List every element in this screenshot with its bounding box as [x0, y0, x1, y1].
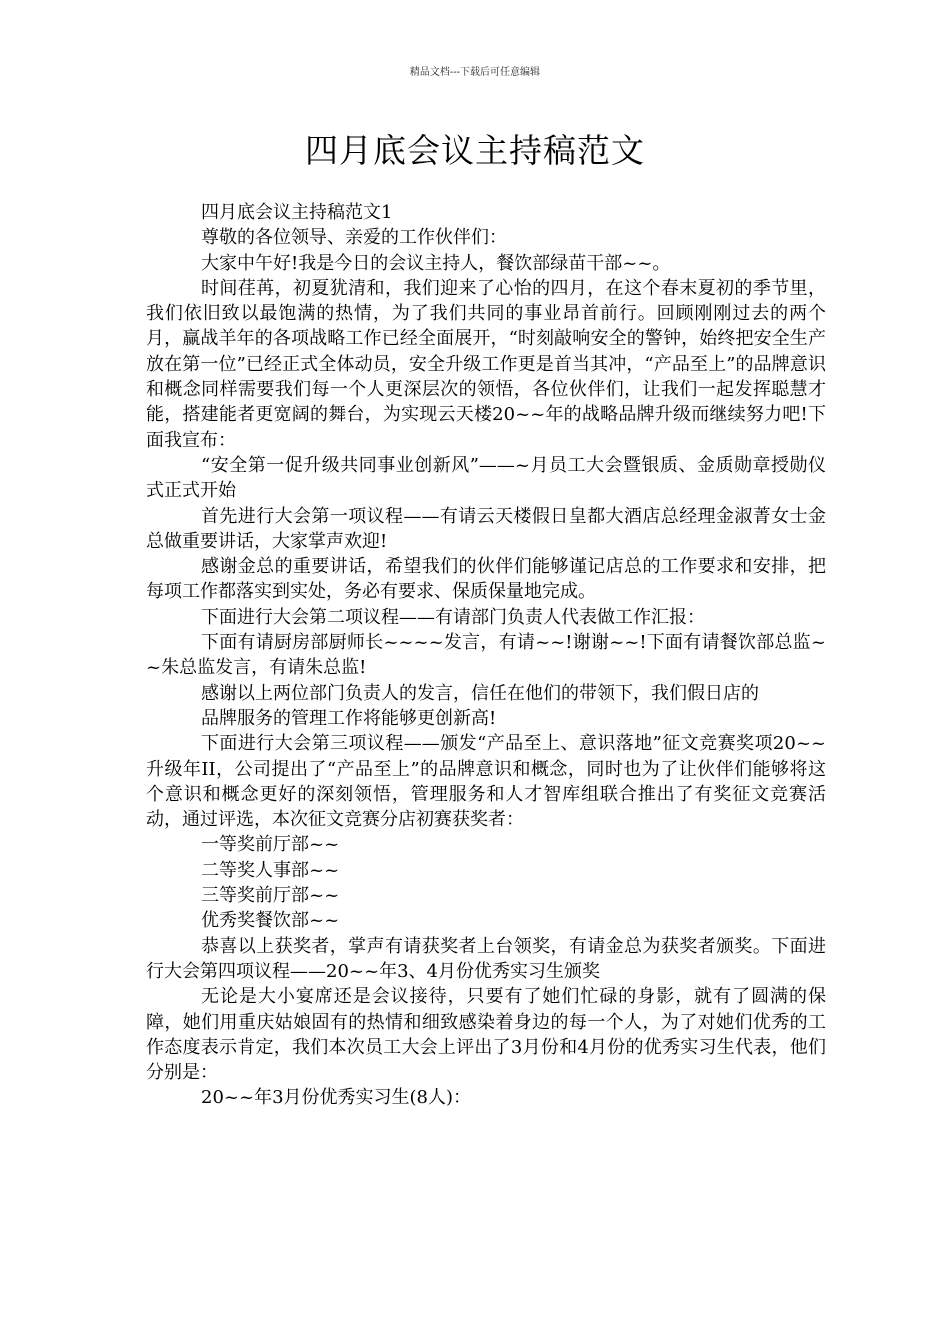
paragraph: 无论是大小宴席还是会议接待，只要有了她们忙碌的身影，就有了圆满的保障，她们用重庆姑娘固有的热情和细致感染着身边的每一个人，为了对她们优秀的工作态度表示肯定，我们本次员工大会上评出了3月份和4月份的优秀实习生代表，他们分别是： — [146, 986, 826, 1084]
document-title: 四月底会议主持稿范文 — [305, 131, 645, 170]
paragraph: 下面进行大会第二项议程——有请部门负责人代表做工作汇报： — [201, 606, 705, 628]
award-item: 二等奖人事部~~ — [201, 859, 340, 881]
paragraph: 四月底会议主持稿范文1 — [201, 202, 393, 223]
paragraph: 20~~年3月份优秀实习生(8人)： — [201, 1087, 472, 1109]
paragraph: 下面进行大会第三项议程——颁发“产品至上、意识落地”征文竞赛奖项20~~升级年II，公司提出了“产品至上”的品牌意识和概念，同时也为了让伙伴们能够将这个意识和概念更好的深刻领悟，管理服务和人才智库组联合推出了有奖征文竞赛活动，通过评选，本次征文竞赛分店初赛获奖者： — [146, 733, 826, 831]
award-item: 优秀奖餐饮部~~ — [201, 910, 340, 932]
paragraph: 感谢金总的重要讲话，希望我们的伙伴们能够谨记店总的工作要求和安排，把每项工作都落实到实处，务必有要求、保质保量地完成。 — [146, 556, 826, 603]
paragraph: 品牌服务的管理工作将能够更创新高! — [201, 707, 497, 729]
paragraph: 下面有请厨房部厨师长~~~~发言，有请~~!谢谢~~!下面有请餐饮部总监~~朱总监发言，有请朱总监! — [146, 632, 826, 679]
paragraph: “安全第一促升级共同事业创新风”——~月员工大会暨银质、金质勋章授勋仪式正式开始 — [146, 454, 826, 502]
document-header-note: 精品文档---下载后可任意编辑 — [409, 67, 541, 78]
paragraph: 恭喜以上获奖者，掌声有请获奖者上台领奖，有请金总为获奖者颁奖。下面进行大会第四项议程——20~~年3、4月份优秀实习生颁奖 — [146, 935, 826, 982]
paragraph: 首先进行大会第一项议程——有请云天楼假日皇都大酒店总经理金淑菁女士金总做重要讲话，大家掌声欢迎! — [146, 505, 826, 552]
paragraph: 尊敬的各位领导、亲爱的工作伙伴们： — [201, 227, 507, 249]
paragraph: 时间荏苒，初夏犹清和，我们迎来了心怡的四月，在这个春末夏初的季节里，我们依旧致以最饱满的热情，为了我们共同的事业昂首前行。回顾刚刚过去的两个月，赢战羊年的各项战略工作已经全面展开，“时刻敲响安全的警钟，始终把安全生产放在第一位”已经正式全体动员，安全升级工作更是首当其冲，“产品至上”的品牌意识和概念同样需要我们每一个人更深层次的领悟，各位伙伴们，让我们一起发挥聪慧才能，搭建能者更宽阔的舞台，为实现云天楼20~~年的战略品牌升级而继续努力吧!下面我宣布： — [146, 277, 826, 451]
document-body — [146, 200, 826, 1111]
award-item: 三等奖前厅部~~ — [201, 885, 340, 907]
paragraph: 感谢以上两位部门负责人的发言，信任在他们的带领下，我们假日店的 — [201, 682, 759, 704]
paragraph: 大家中午好!我是今日的会议主持人，餐饮部绿苗干部~~。 — [201, 252, 671, 274]
award-item: 一等奖前厅部~~ — [201, 834, 340, 856]
